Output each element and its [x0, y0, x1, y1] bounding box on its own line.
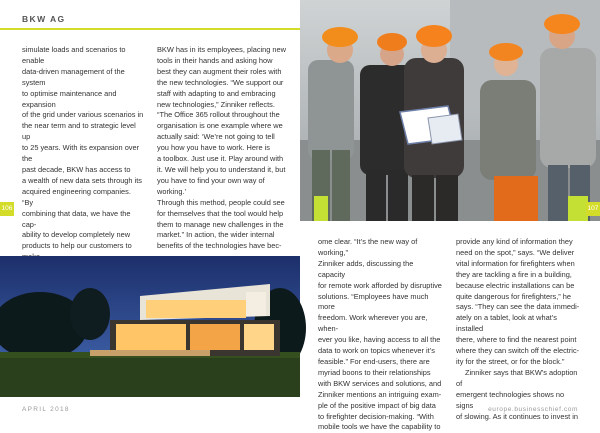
- text-line: products to help our customers to: [22, 241, 132, 251]
- text-line: simulate loads and scenarios to enable: [22, 45, 126, 65]
- right-column-2: [456, 237, 582, 422]
- text-line: the new technologies. “We support our: [157, 77, 284, 87]
- text-line: tools in their hands and asking how: [157, 55, 273, 65]
- page-number-right: 107: [586, 202, 600, 216]
- text-line: a toolbox. Just use it. Play around with: [157, 154, 284, 164]
- text-line: ple of the positive impact of big data: [318, 400, 436, 410]
- text-line: ity for the street, or for the block.”: [456, 356, 565, 366]
- text-line: they are tackling a fire in a building,: [456, 269, 572, 279]
- footer-url: europe.businesschief.com: [488, 406, 578, 413]
- text-line: actually said: ‘We’re not going to tell: [157, 132, 275, 142]
- text-line: past decade, BKW has access to: [22, 164, 131, 174]
- text-line: them to manage new challenges in the: [157, 219, 284, 229]
- text-line: you how you have to work. Here is: [157, 143, 270, 153]
- text-line: data-driven management of the system: [22, 66, 125, 87]
- text-line: Zinniker mentions an intriguing exam-: [318, 389, 442, 399]
- text-line: Through this method, people could see: [157, 197, 285, 207]
- text-line: a wealth of new data sets through its: [22, 175, 142, 185]
- text-line: ome clear. “It’s the new way of working,”: [318, 237, 418, 257]
- text-line: data to work on topics whenever it’s: [318, 346, 435, 356]
- text-line: where they can switch off the electric-: [456, 346, 580, 356]
- text-line: with BKW services and solutions, and: [318, 378, 442, 388]
- text-line: ately on a tablet, look at what’s installed: [456, 313, 557, 334]
- text-line: combining that data, we have the cap-: [22, 208, 131, 229]
- text-line: myriad boons to their relationships: [318, 367, 431, 377]
- page-number-left: 106: [0, 202, 14, 216]
- text-line: for remote work afforded by disruptive: [318, 280, 442, 290]
- text-line: mobile tools we have the capability to: [318, 422, 441, 432]
- text-line: BKW has in its employees, placing new: [157, 45, 286, 54]
- text-line: ever you like, having access to all the: [318, 335, 441, 345]
- text-line: feasible.” For end-users, there are: [318, 356, 430, 366]
- text-line: acquired engineering companies. “By: [22, 186, 131, 207]
- text-line: need on the spot,” says. “We deliver: [456, 247, 575, 257]
- text-line: to 25 years. With its expansion over the: [22, 143, 140, 164]
- text-line: vital information for firefighters when: [456, 258, 575, 268]
- text-line: of slowing. As it continues to invest in: [456, 411, 579, 421]
- footer-issue: APRIL 2018: [22, 406, 70, 413]
- text-line: there, where to find the nearest point: [456, 335, 577, 345]
- text-line: for themselves that the tool would help: [157, 208, 284, 218]
- photo-house: [0, 256, 300, 397]
- text-line: organisation is one example where we: [157, 121, 283, 131]
- text-line: freedom. Work wherever you are, when-: [318, 313, 428, 334]
- text-line: emergent technologies shows no signs: [456, 389, 565, 410]
- text-line: you have to find your own way of working.’: [157, 175, 265, 196]
- right-column-1: [318, 237, 442, 433]
- text-line: new technologies,” Zinniker reflects.: [157, 99, 275, 109]
- text-line: Zinniker adds, discussing the capacity: [318, 258, 414, 279]
- text-line: of the grid under various scenarios in: [22, 110, 144, 120]
- left-column-2: [157, 45, 293, 252]
- text-line: solutions. “Employees have much more: [318, 291, 429, 312]
- text-line: says. “They can see the data immedi-: [456, 302, 580, 312]
- text-line: the near term and to strategic level up: [22, 121, 136, 142]
- text-line: best they can augment their roles with: [157, 66, 282, 76]
- text-line: provide any kind of information they: [456, 237, 573, 246]
- text-line: market.” In action, the wider internal: [157, 230, 275, 240]
- house-photo-image: [0, 256, 300, 397]
- text-line: quite dangerous for firefighters,” he: [456, 291, 572, 301]
- text-line: it. We will help you to understand it, but: [157, 164, 286, 174]
- text-line: because electric installations can be: [456, 280, 575, 290]
- text-line: to firefighter decision-making. “With: [318, 411, 434, 421]
- photo-engineers: [300, 0, 600, 221]
- text-line: Zinniker says that BKW’s adoption of: [456, 367, 578, 388]
- text-line: staff with adapting to and embracing: [157, 88, 276, 98]
- text-line: to optimise maintenance and expansion: [22, 88, 117, 109]
- text-line: “The Office 365 rollout throughout the: [157, 110, 280, 120]
- header-brand: BKW AG: [22, 14, 66, 24]
- text-line: ability to develop completely new: [22, 230, 131, 240]
- engineers-photo-image: [300, 0, 600, 221]
- text-line: benefits of the technologies have bec-: [157, 241, 282, 251]
